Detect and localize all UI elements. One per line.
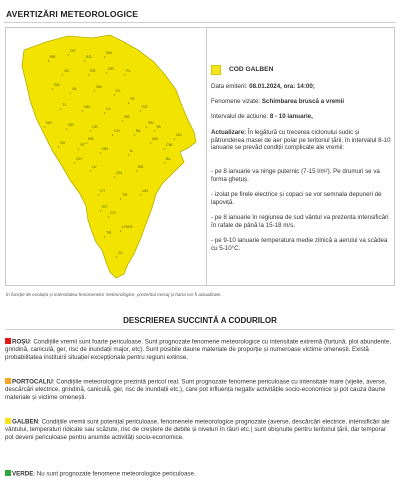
district-label: DN (106, 50, 112, 55)
district-label: CH (76, 156, 82, 161)
district-label: CM (166, 142, 173, 147)
district-dot (90, 170, 91, 171)
district-dot (114, 94, 115, 95)
district-dot (90, 130, 91, 131)
district-label: RT (102, 204, 108, 209)
district-dot (86, 142, 87, 143)
district-label: ST (80, 142, 86, 147)
district-label: UN (142, 188, 148, 193)
district-label: UTAG (122, 224, 133, 229)
warning-panel (5, 27, 395, 286)
district-dot (98, 194, 99, 195)
district-dot (164, 148, 165, 149)
district-label: ED (86, 54, 92, 59)
district-label: RZ (142, 104, 148, 109)
district-dot (150, 142, 151, 143)
district-dot (140, 194, 141, 195)
district-label: OC (176, 132, 182, 137)
district-dot (104, 112, 105, 113)
district-dot (88, 74, 89, 75)
district-label: RS (90, 68, 96, 73)
code-description-green: VERDE: Nu sunt prognozate fenomene meteorologice periculoase. (5, 470, 395, 478)
district-dot (82, 110, 83, 111)
district-dot (48, 60, 49, 61)
green-square-icon (5, 470, 11, 476)
district-label: SC (64, 68, 70, 73)
district-label: FL (126, 68, 131, 73)
district-dot (62, 74, 63, 75)
yellow-square-icon (5, 418, 11, 424)
warning-map[interactable] (6, 28, 206, 285)
page-title: AVERTIZĂRI METEOROLOGICE (6, 9, 139, 19)
yellow-code-square (211, 65, 221, 75)
update-text: Actualizare: În legătură cu trecerea ciclonului sudic și pătrunderea masei de aer polar pe teritoriul țării, în intervalul 8-10 ianuarie se prevăd condiții complicate ale vremii: (211, 129, 391, 152)
district-dot (104, 56, 105, 57)
emission-value: 08.01.2024, ora: 14:00; (249, 83, 315, 90)
district-label: UN (84, 104, 90, 109)
code-description-yellow: GALBEN: Condițiile vremii sunt potențial periculoase, fenomenele meteorologice prognozate (averse, descărcări electrice, intensificări ale vântului, temperaturi ridicate sau scăzute, risc de creștere de debite și niveluri în râuri etc.) sunt obișnuite pentru teritoriul țării, dar temporar pot deveni periculoase pentru anumite activități socio-economice. (5, 418, 390, 442)
district-dot (94, 90, 95, 91)
district-dot (116, 256, 117, 257)
district-dot (104, 236, 105, 237)
district-label: SR (124, 114, 130, 119)
code-indicator (211, 65, 273, 75)
district-dot (122, 120, 123, 121)
bullet-item: - izolat pe firele electrice și copaci se vor semnala depuneri de lapoviță. (211, 191, 382, 206)
district-label: SV (60, 140, 66, 145)
district-label: CT (100, 188, 106, 193)
district-dot (146, 126, 147, 127)
district-label: TA (156, 124, 161, 129)
district-label: DR (108, 66, 114, 71)
district-dot (174, 138, 175, 139)
district-dot (58, 146, 59, 147)
moldova-map-svg (6, 28, 206, 285)
district-dot (140, 110, 141, 111)
district-dot (44, 126, 45, 127)
bullet-item: - pe 8 ianuarie va ninge puternic (7-15 l/m²). Pe drumuri se va forma ghețuș. (211, 168, 380, 183)
district-label: CL (118, 250, 124, 255)
red-square-icon (5, 338, 11, 344)
district-dot (112, 134, 113, 135)
district-label: BS (138, 164, 144, 169)
code-description-red: ROȘU: Condițiile vremii sunt foarte periculoase. Sunt prognozate fenomene meteorologice cu intensitate extremă (furtună, ploi abundente, grindină, caniculă, ger, risc de inundații major, etc). Sunt posibile daune materiale de proporție și numeroase victime omenești. Există probabilitatea instituirii situației excepționale pentru regiuni extinse. (5, 338, 392, 362)
district-label: IL (130, 148, 134, 153)
interval-value: 8 - 10 ianuarie, (269, 113, 313, 120)
district-label: OR (68, 122, 74, 127)
bullet-item: - pe 8 ianuarie în regiunea de sud vântul va prezenta intensificări în rafale de până la 15-18 m/s. (211, 214, 389, 229)
district-dot (108, 216, 109, 217)
district-dot (114, 176, 115, 177)
district-label: LV (92, 164, 97, 169)
district-dot (134, 134, 135, 135)
codes-title: DESCRIEREA SUCCINTĂ A CODURILOR (123, 316, 277, 325)
district-dot (128, 154, 129, 155)
district-label: BL (136, 128, 141, 133)
district-dot (68, 54, 69, 55)
district-label: SN (148, 120, 154, 125)
district-dot (60, 108, 61, 109)
bullet-item: - pe 9-10 ianuarie temperatura medie zilnică a aerului va scădea cu 5-10°C. (211, 237, 388, 252)
district-dot (120, 198, 121, 199)
district-dot (106, 72, 107, 73)
district-label: CH (114, 128, 120, 133)
update-note: În funcție de evoluția și intensitatea fenomenelor meteorologice, prezentul mesaj și harta vor fi actualizate. (6, 292, 222, 297)
district-label: FL (116, 88, 121, 93)
district-dot (128, 102, 129, 103)
district-label: CS (110, 210, 116, 215)
district-label: CR (92, 124, 98, 129)
district-label: AN (152, 136, 158, 141)
district-dot (154, 130, 155, 131)
district-label: BR (50, 54, 56, 59)
district-dot (120, 230, 121, 231)
district-label: TR (106, 230, 112, 235)
district-label: ST (130, 96, 136, 101)
district-label: SN (96, 84, 102, 89)
district-label: TL (62, 102, 67, 107)
district-label: CN (116, 170, 122, 175)
district-dot (124, 74, 125, 75)
district-label: OC (70, 48, 76, 53)
code-label: COD GALBEN (229, 66, 274, 74)
district-label: SD (54, 82, 60, 87)
codes-divider (5, 329, 395, 330)
phenomena: Fenomene vizate: Schimbarea bruscă a vremii (211, 98, 345, 105)
action-interval: Intervalul de acțiune: 8 - 10 ianuarie, (211, 113, 313, 120)
district-dot (74, 162, 75, 163)
district-label: CL (106, 106, 112, 111)
district-label: BL (166, 156, 171, 161)
district-dot (66, 128, 67, 129)
panel-divider (206, 28, 207, 285)
district-dot (52, 88, 53, 89)
title-divider (4, 22, 396, 23)
district-dot (70, 92, 71, 93)
district-label: NS (46, 120, 52, 125)
phenomena-value: Schimbarea bruscă a vremii (261, 98, 345, 105)
emission-date: Data emiterii: 08.01.2024, ora: 14:00; (211, 83, 315, 90)
district-dot (84, 60, 85, 61)
code-description-orange: PORTOCALIU: Condițiile meteorologice prezintă pericol real. Sunt prognozate fenomene periculoase cu intensitate mare (vijelie, averse, descărcări electrice, grindină, caniculă, ger, risc de inundații etc.), care pot influența negativ activitățile socio-economice și pot cauza daune materiale și victime omenești. (5, 378, 387, 402)
district-dot (100, 210, 101, 211)
district-dot (136, 170, 137, 171)
district-dot (78, 148, 79, 149)
district-label: TR (122, 192, 128, 197)
orange-square-icon (5, 378, 11, 384)
district-dot (100, 152, 101, 153)
district-label: NS (88, 136, 94, 141)
district-dot (164, 162, 165, 163)
district-label: GL (72, 86, 78, 91)
district-label: HN (102, 146, 108, 151)
